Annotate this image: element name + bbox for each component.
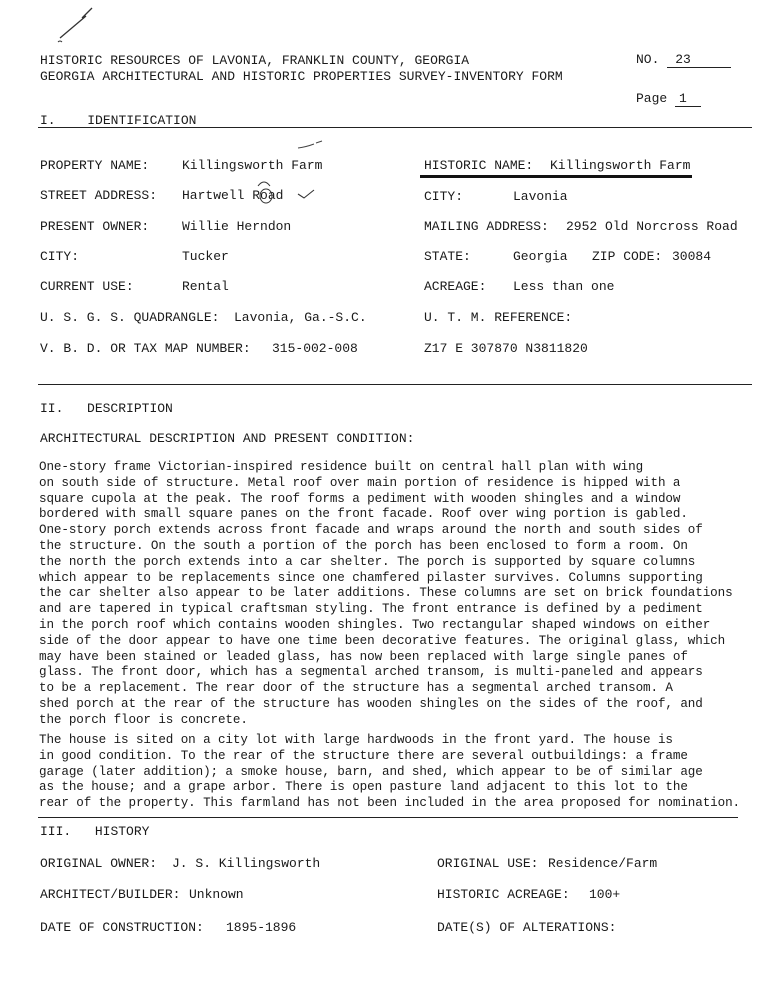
section-description-heading xyxy=(40,401,173,416)
utm-reference-value: Z17 E 307870 N3811820 xyxy=(424,341,588,356)
zip-code-label: ZIP CODE: xyxy=(592,249,663,264)
paragraph-line: in the porch roof which contains wooden shingles. Two rectangular shaped windows on either xyxy=(39,617,711,632)
section-title: HISTORY xyxy=(94,824,150,839)
street-address-correction-mark xyxy=(254,178,316,208)
paragraph-line: to be a replacement. The rear door of the structure has a segmental arched transom. A xyxy=(39,681,673,696)
date-of-construction-label: DATE OF CONSTRUCTION: xyxy=(40,920,204,935)
paragraph-line: which appear to be replacements since one chamfered pilaster survives. Columns supporting xyxy=(39,570,703,585)
paragraph-line: One-story porch extends across front facade and wraps around the north and south sides of xyxy=(39,523,703,538)
paragraph-line: garage (later addition); a smoke house, barn, and shed, which appear to be of similar age xyxy=(39,764,703,779)
zip-code-value: 30084 xyxy=(672,249,712,264)
paragraph-line: side of the door appear to have one time been decorative features. The original glass, which xyxy=(39,633,726,648)
section-number: III. xyxy=(40,824,72,839)
section-title: IDENTIFICATION xyxy=(87,113,197,128)
usgs-quadrangle-label: U. S. G. S. QUADRANGLE: xyxy=(40,310,220,325)
current-use-label: CURRENT USE: xyxy=(40,279,134,294)
description-paragraph-1 xyxy=(39,460,759,729)
date-of-alterations-label: DATE(S) OF ALTERATIONS: xyxy=(437,920,617,935)
paragraph-line: square cupola at the peak. The roof forms a pediment with wooden shingles and a window xyxy=(39,491,681,506)
page-number-value: 1 xyxy=(675,91,701,107)
paragraph-line: shed porch at the rear of the structure has wooden shingles on the sides of the roof, and xyxy=(39,696,703,711)
paragraph-line: the structure. On the south a portion of the porch has been enclosed to form a room. On xyxy=(39,538,688,553)
form-number-value: 23 xyxy=(667,52,731,68)
mailing-address-label: MAILING ADDRESS: xyxy=(424,219,549,234)
current-use-value: Rental xyxy=(182,279,229,294)
tax-map-value: 315-002-008 xyxy=(272,341,358,356)
form-title-line-2: GEORGIA ARCHITECTURAL AND HISTORIC PROPERTIES SURVEY-INVENTORY FORM xyxy=(40,69,563,84)
historic-acreage-value: 100+ xyxy=(589,887,621,902)
form-number-label: NO. xyxy=(636,52,660,67)
owner-city-value: Tucker xyxy=(182,249,229,264)
paragraph-line: as the house; and a grape arbor. There is open pasture land adjacent to this lot to the xyxy=(39,780,688,795)
city-value: Lavonia xyxy=(513,189,568,204)
form-number xyxy=(636,52,731,68)
original-use-value: Residence/Farm xyxy=(548,856,658,871)
paragraph-line: the north the porch extends into a car shelter. The porch is supported by square columns xyxy=(39,554,696,569)
handwritten-mark xyxy=(52,6,112,46)
mailing-address-value: 2952 Old Norcross Road xyxy=(566,219,738,234)
street-address-value: Hartwell Road xyxy=(182,188,284,203)
section-identification-heading xyxy=(40,113,196,128)
state-value: Georgia xyxy=(513,249,568,264)
original-owner-value: J. S. Killingsworth xyxy=(172,856,321,871)
section-description-rule xyxy=(38,384,752,385)
check-mark xyxy=(296,138,326,152)
city-label: CITY: xyxy=(424,189,464,204)
usgs-quadrangle-value: Lavonia, Ga.-S.C. xyxy=(234,310,367,325)
state-label: STATE: xyxy=(424,249,471,264)
paragraph-line: the car shelter also appear to be later additions. These columns are set on brick foundations xyxy=(39,586,733,601)
section-identification-rule xyxy=(38,127,752,128)
paragraph-line: may have been stained or leaded glass, has now been replaced with large single panes of xyxy=(39,649,688,664)
page-number xyxy=(636,91,701,107)
paragraph-line: One-story frame Victorian-inspired residence built on central hall plan with wing xyxy=(39,460,644,474)
historic-name-underline xyxy=(420,175,692,178)
section-history-heading xyxy=(40,824,149,839)
paragraph-line: the porch floor is concrete. xyxy=(39,712,248,727)
section-number: II. xyxy=(40,401,64,416)
section-number: I. xyxy=(40,113,56,128)
paragraph-line: glass. The front door, which has a segmental arched transom, is multi-paneled and appears xyxy=(39,665,703,680)
paragraph-line: bordered with small square panes on the front facade. Roof over wing portion is gabled. xyxy=(39,507,688,522)
owner-city-label: CITY: xyxy=(40,249,80,264)
original-use-label: ORIGINAL USE: xyxy=(437,856,539,871)
description-paragraph-2 xyxy=(39,733,759,812)
architect-builder-value: Unknown xyxy=(189,887,244,902)
historic-name-value: Killingsworth Farm xyxy=(550,158,691,173)
street-address-label: STREET ADDRESS: xyxy=(40,188,158,203)
tax-map-label: V. B. D. OR TAX MAP NUMBER: xyxy=(40,341,251,356)
present-owner-label: PRESENT OWNER: xyxy=(40,219,150,234)
date-of-construction-value: 1895-1896 xyxy=(226,920,297,935)
acreage-label: ACREAGE: xyxy=(424,279,487,294)
acreage-value: Less than one xyxy=(513,279,615,294)
form-title-line-1: HISTORIC RESOURCES OF LAVONIA, FRANKLIN COUNTY, GEORGIA xyxy=(40,53,470,68)
original-owner-label: ORIGINAL OWNER: xyxy=(40,856,158,871)
historic-acreage-label: HISTORIC ACREAGE: xyxy=(437,887,570,902)
paragraph-line: rear of the property. This farmland has not been included in the area proposed for nomination. xyxy=(39,796,741,811)
paragraph-line: in good condition. To the rear of the structure there are several outbuildings: a frame xyxy=(39,748,688,763)
section-title: DESCRIPTION xyxy=(87,401,173,416)
section-history-rule xyxy=(38,817,738,818)
historic-name-label: HISTORIC NAME: xyxy=(424,158,534,173)
paragraph-line: on south side of structure. Metal roof over main portion of residence is hipped with a xyxy=(39,475,681,490)
paragraph-line: and are tapered in typical craftsman styling. The front entrance is defined by a pediment xyxy=(39,602,703,617)
property-name-label: PROPERTY NAME: xyxy=(40,158,150,173)
architectural-description-heading: ARCHITECTURAL DESCRIPTION AND PRESENT CONDITION: xyxy=(40,431,415,446)
present-owner-value: Willie Herndon xyxy=(182,219,292,234)
paragraph-line: The house is sited on a city lot with large hardwoods in the front yard. The house is xyxy=(39,733,673,747)
architect-builder-label: ARCHITECT/BUILDER: xyxy=(40,887,181,902)
property-name-value: Killingsworth Farm xyxy=(182,158,323,173)
utm-reference-label: U. T. M. REFERENCE: xyxy=(424,310,573,325)
page-number-label: Page xyxy=(636,91,668,106)
